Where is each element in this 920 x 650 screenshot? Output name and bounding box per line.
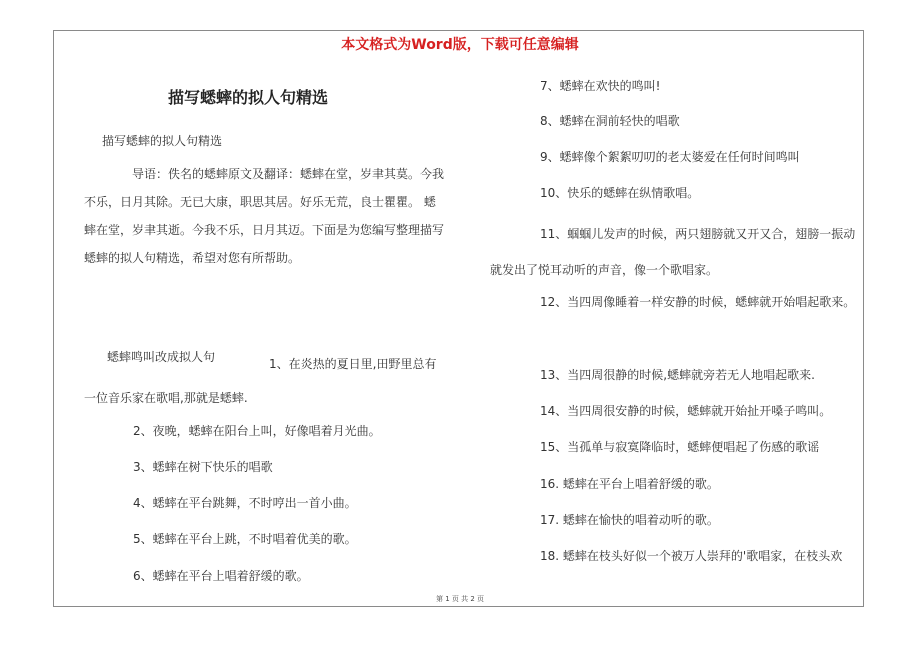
right-item-17: 17. 蟋蟀在愉快的唱着动听的歌。 [540,513,719,527]
right-item-15: 15、当孤单与寂寞降临时，蟋蟀便唱起了伤感的歌谣 [540,440,820,454]
right-item-13: 13、当四周很静的时候,蟋蟀就旁若无人地唱起歌来. [540,368,815,382]
left-column [84,128,444,272]
left-item-5: 5、蟋蟀在平台上跳，不时唱着优美的歌。 [133,532,357,546]
document-title: 描写蟋蟀的拟人句精选 [168,88,329,107]
left-item-3: 3、蟋蟀在树下快乐的唱歌 [133,460,273,474]
right-item-16: 16. 蟋蟀在平台上唱着舒缓的歌。 [540,477,719,491]
right-item-10: 10、快乐的蟋蟀在纵情歌唱。 [540,186,700,200]
left-item-6: 6、蟋蟀在平台上唱着舒缓的歌。 [133,569,309,583]
right-item-8: 8、蟋蟀在洞前轻快的唱歌 [540,114,680,128]
right-item-7: 7、蟋蟀在欢快的鸣叫! [540,79,661,93]
page-frame [53,30,864,607]
word-format-notice: 本文格式为Word版，下载可任意编辑 [341,37,579,53]
item-1: 1、在炎热的夏日里,田野里总有一位音乐家在歌唱,那就是蟋蟀. [84,357,437,405]
right-item-18: 18. 蟋蟀在枝头好似一个被万人崇拜的'歌唱家，在枝头欢 [540,549,843,563]
intro-paragraph: 导语：佚名的蟋蟀原文及翻译：蟋蟀在堂，岁聿其莫。今我不乐，日月其除。无已大康，职思其居。好乐无荒，良士瞿瞿。 蟋蟀在堂，岁聿其逝。今我不乐，日月其迈。下面是为您编写整理描写蟋蟀的拟人句精选，希望对您有所帮助。 [84,167,445,265]
right-item-12: 12、当四周像睡着一样安静的时候，蟋蟀就开始唱起歌来。 [540,295,856,309]
left-item-4: 4、蟋蟀在平台跳舞，不时哼出一首小曲。 [133,496,357,510]
right-item-9: 9、蟋蟀像个絮絮叨叨的老太婆爱在任何时间鸣叫 [540,150,800,164]
page-footer: 第 1 页 共 2 页 [435,595,485,603]
right-item-14: 14、当四周很安静的时候，蟋蟀就开始扯开嗓子鸣叫。 [540,404,832,418]
left-item-2: 2、夜晚，蟋蟀在阳台上叫，好像唱着月光曲。 [133,424,381,438]
right-item-11: 11、蝈蝈儿发声的时候，两只翅膀就又开又合，翅膀一振动就发出了悦耳动听的声音，像一个歌唱家。 [490,227,856,277]
section-label: 蟋蟀鸣叫改成拟人句 [107,350,216,364]
subtitle: 描写蟋蟀的拟人句精选 [102,134,223,148]
